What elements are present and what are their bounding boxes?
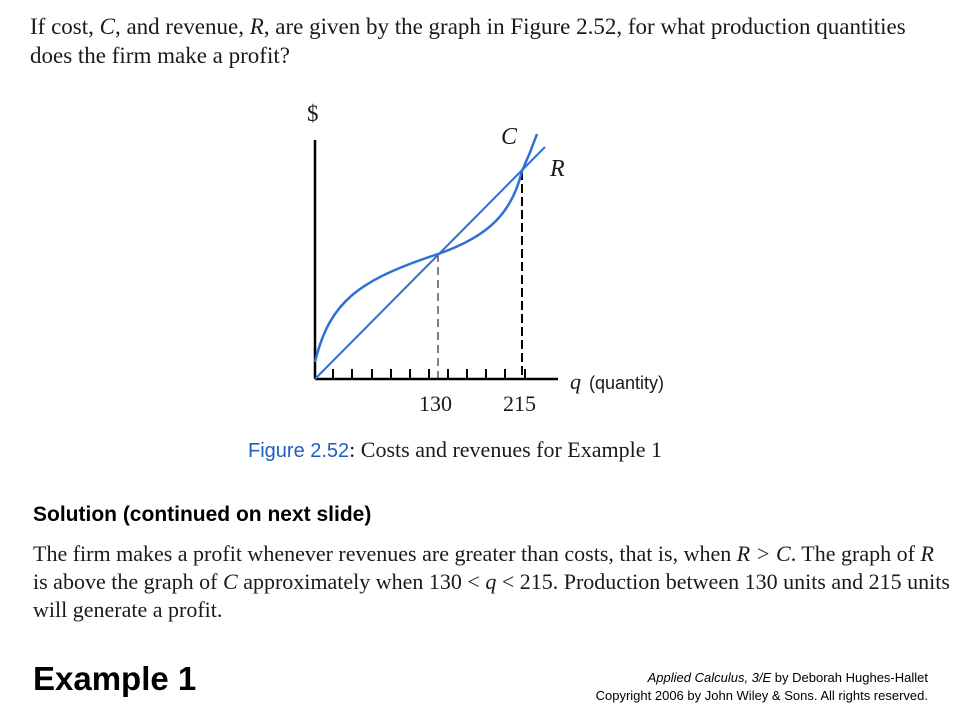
- cost-symbol: C: [223, 569, 238, 594]
- figure-caption-label: Figure 2.52: [248, 440, 350, 462]
- solution-part: approximately when 130 <: [237, 569, 486, 594]
- question-part: , and revenue,: [114, 14, 250, 39]
- inequality: R > C: [736, 541, 791, 566]
- x-axis-var: q: [570, 369, 581, 394]
- book-author: by Deborah Hughes-Hallet: [771, 670, 928, 685]
- x-axis-ticks: [333, 369, 525, 379]
- figure-caption-text: : Costs and revenues for Example 1: [349, 437, 662, 462]
- revenue-line-label: R: [550, 156, 565, 182]
- question-part: , are given by the graph in Figure 2.52, for what production quantities does the firm make a profit?: [30, 14, 906, 68]
- question-part: If cost,: [30, 14, 100, 39]
- copyright-notice: [596, 669, 928, 705]
- cost-curve: [315, 134, 537, 362]
- solution-part: . The graph of: [790, 541, 921, 566]
- tick-label-130: 130: [419, 391, 452, 416]
- solution-part: The firm makes a profit whenever revenues are greater than costs, that is, when: [33, 541, 737, 566]
- solution-part: is above the graph of: [33, 569, 223, 594]
- y-axis-label: $: [307, 101, 319, 126]
- example-title: Example 1: [33, 660, 197, 697]
- solution-heading: Solution (continued on next slide): [33, 503, 372, 526]
- solution-text: [33, 540, 953, 624]
- revenue-line: [315, 147, 545, 379]
- solution-part: < 215. Production between 130 units and 215 units will generate a profit.: [33, 569, 950, 622]
- figure-caption: [248, 437, 662, 463]
- quantity-symbol: q: [485, 569, 497, 594]
- cost-curve-label: C: [501, 124, 518, 150]
- revenue-symbol: R: [249, 14, 264, 39]
- copyright-line: Copyright 2006 by John Wiley & Sons. All rights reserved.: [595, 688, 928, 703]
- tick-label-215: 215: [503, 391, 536, 416]
- book-title: Applied Calculus, 3/E: [647, 670, 772, 685]
- revenue-symbol: R: [920, 541, 934, 566]
- x-axis-label: (quantity): [589, 373, 665, 393]
- cost-symbol: C: [99, 14, 115, 39]
